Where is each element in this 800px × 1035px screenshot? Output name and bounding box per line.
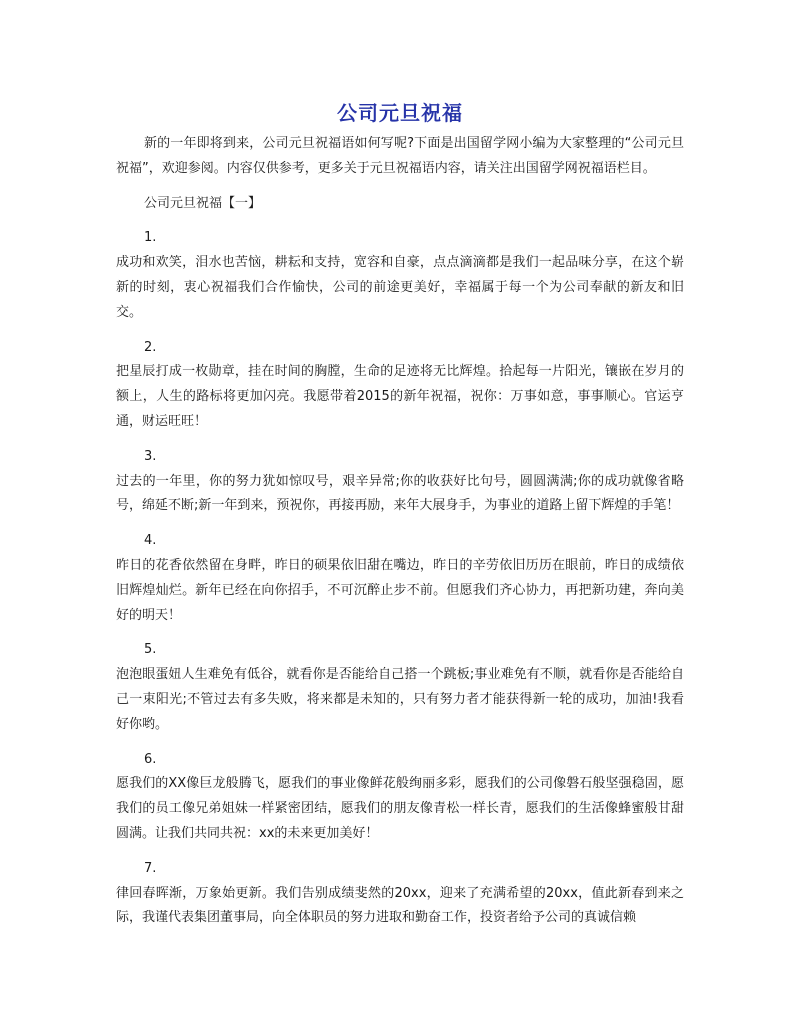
- item-number: 3.: [144, 448, 157, 464]
- item-paragraph: 过去的一年里，你的努力犹如惊叹号，艰辛异常;你的收获好比句号，圆圆满满;你的成功就像省略号，绵延不断;新一年到来，预祝你，再接再励，来年大展身手，为事业的道路上留下辉煌的手笔！: [116, 473, 684, 514]
- item-number: 2.: [144, 339, 157, 355]
- item-paragraph: 昨日的花香依然留在身畔，昨日的硕果依旧甜在嘴边，昨日的辛劳依旧历历在眼前，昨日的成绩依旧辉煌灿烂。新年已经在向你招手，不可沉醉止步不前。但愿我们齐心协力，再把新功建，奔向美好的明天！: [116, 557, 684, 623]
- item-paragraph: 泡泡眼蛋妞人生难免有低谷，就看你是否能给自己搭一个跳板;事业难免有不顺，就看你是否能给自己一束阳光;不管过去有多失败，将来都是未知的，只有努力者才能获得新一轮的成功，加油!我看好你哟。: [116, 667, 684, 732]
- item-number: 1.: [144, 230, 157, 246]
- item-number: 4.: [144, 533, 157, 549]
- item-number: 7.: [144, 860, 157, 876]
- intro-paragraph: 新的一年即将到来，公司元旦祝福语如何写呢?下面是出国留学网小编为大家整理的“公司元旦祝福”，欢迎参阅。内容仅供参考，更多关于元旦祝福语内容，请关注出国留学网祝福语栏目。: [116, 136, 684, 176]
- page-title: 公司元旦祝福: [337, 101, 463, 125]
- item-paragraph: 愿我们的XX像巨龙般腾飞，愿我们的事业像鲜花般绚丽多彩，愿我们的公司像磐石般坚强稳固，愿我们的员工像兄弟姐妹一样紧密团结，愿我们的朋友像青松一样长青，愿我们的生活像蜂蜜般甘甜圆满。让我们共同共祝：xx的未来更加美好！: [116, 776, 684, 841]
- document-body: [116, 132, 684, 931]
- item-paragraph: 把星辰打成一枚勋章，挂在时间的胸膛，生命的足迹将无比辉煌。拾起每一片阳光，镶嵌在岁月的额上，人生的路标将更加闪亮。我愿带着2015的新年祝福，祝你：万事如意，事事顺心。官运亨通，财运旺旺！: [116, 364, 684, 429]
- item-paragraph: 律回春晖渐，万象始更新。我们告别成绩斐然的20xx，迎来了充满希望的20xx，值此新春到来之际，我谨代表集团董事局，向全体职员的努力进取和勤奋工作，投资者给予公司的真诚信赖: [116, 885, 684, 926]
- item-number: 6.: [144, 751, 157, 767]
- item-number: 5.: [144, 642, 157, 658]
- item-paragraph: 成功和欢笑，泪水也苦恼，耕耘和支持，宽容和自豪，点点滴滴都是我们一起品味分享，在这个崭新的时刻，衷心祝福我们合作愉快，公司的前途更美好，幸福属于每一个为公司奉献的新友和旧交。: [116, 255, 684, 320]
- section-heading: 公司元旦祝福【一】: [144, 195, 262, 211]
